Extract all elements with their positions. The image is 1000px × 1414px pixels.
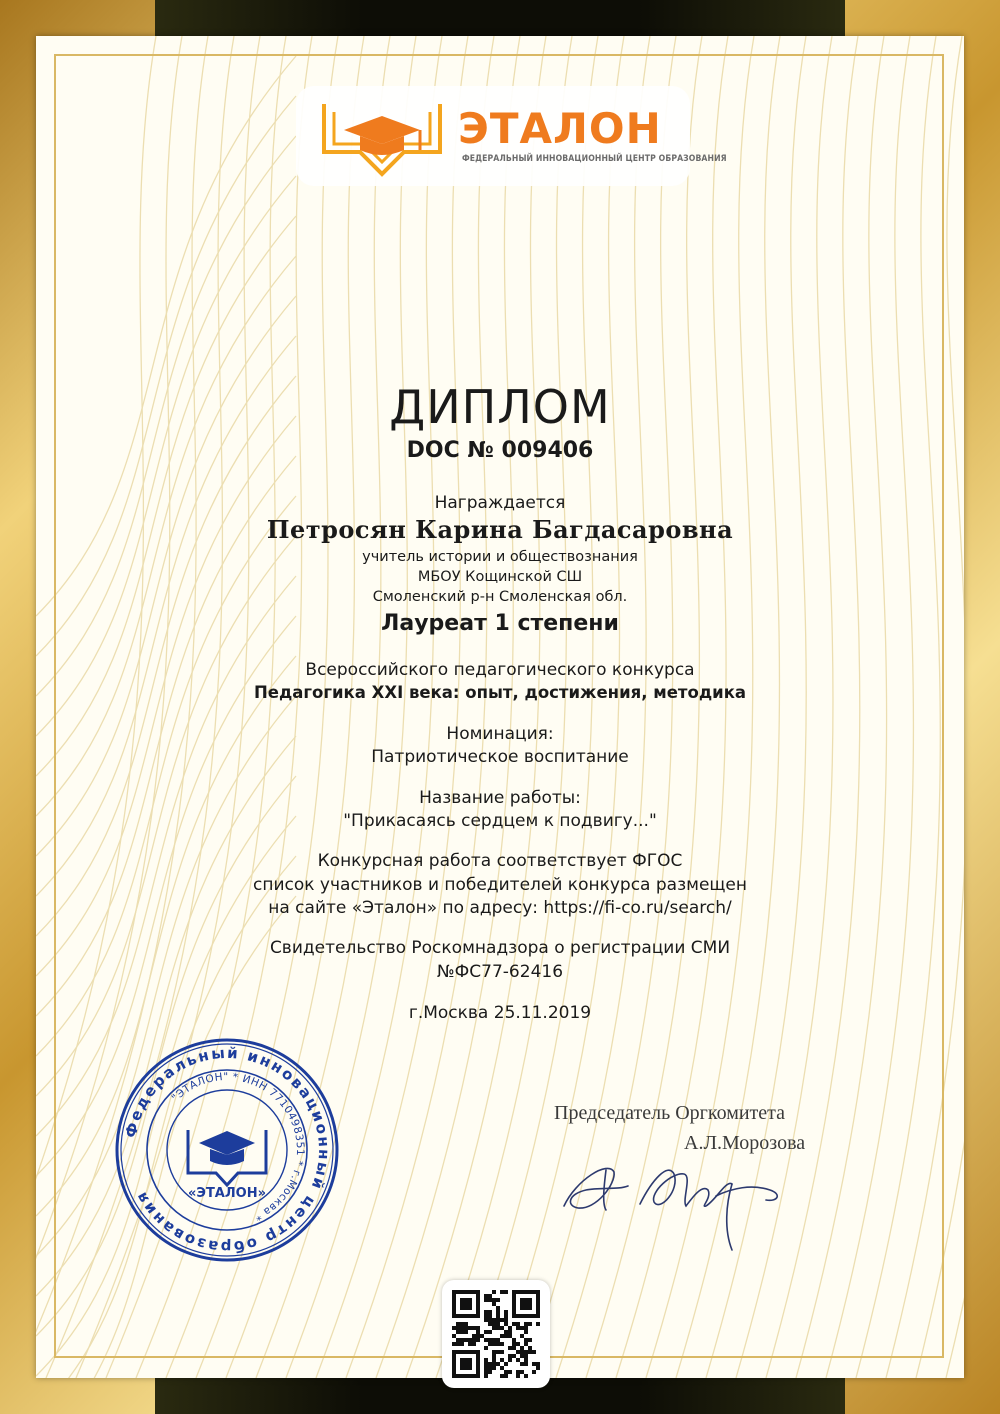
recipient-position: учитель истории и обществознания	[362, 549, 638, 565]
fgos-line-3: на сайте «Эталон» по адресу: https://fi-co.ru/search/	[268, 898, 732, 918]
recipient-school: МБОУ Кощинской СШ	[417, 569, 583, 585]
work-label: Название работы:	[419, 788, 581, 808]
qr-code-icon	[452, 1290, 540, 1378]
doc-number: DOC № 009406	[406, 438, 594, 463]
graduation-cap-book-icon	[320, 94, 450, 184]
smi-line-2: №ФС77-62416	[436, 962, 564, 982]
smi-line-1: Свидетельство Роскомнадзора о регистрации СМИ	[269, 938, 731, 958]
nomination-label: Номинация:	[446, 724, 554, 744]
svg-text:Федеральный инновационный цент: Федеральный инновационный центр образования	[121, 1043, 334, 1257]
contest-type: Всероссийского педагогического конкурса	[305, 660, 695, 680]
organization-seal	[112, 1035, 342, 1265]
contest-name: Педагогика XXI века: опыт, достижения, методика	[253, 683, 747, 702]
fgos-line-1: Конкурсная работа соответствует ФГОС	[317, 851, 683, 871]
signatory-title: Председатель Оргкомитета	[554, 1102, 786, 1124]
handwritten-signature	[556, 1150, 796, 1260]
svg-text:"ЭТАЛОН" * ИНН 7710498351 * г.: "ЭТАЛОН" * ИНН 7710498351 * г.Москва *	[169, 1070, 307, 1223]
fgos-line-2: список участников и победителей конкурса размещен	[253, 875, 747, 895]
place-date: г.Москва 25.11.2019	[408, 1003, 592, 1023]
diploma-title: ДИПЛОМ	[389, 380, 611, 434]
recipient-region: Смоленский р-н Смоленская обл.	[372, 589, 628, 605]
award-degree: Лауреат 1 степени	[381, 611, 619, 636]
awarded-label: Награждается	[434, 493, 566, 513]
svg-text:«ЭТАЛОН»: «ЭТАЛОН»	[188, 1186, 266, 1201]
logo-name: ЭТАЛОН	[458, 104, 662, 153]
logo-subtitle: ФЕДЕРАЛЬНЫЙ ИННОВАЦИОННЫЙ ЦЕНТР ОБРАЗОВАНИЯ	[462, 154, 727, 164]
diploma-text	[150, 380, 850, 434]
qr-code[interactable]	[442, 1280, 550, 1388]
nomination: Патриотическое воспитание	[371, 747, 629, 767]
work-title: "Прикасаясь сердцем к подвигу..."	[343, 811, 657, 831]
recipient-name: Петросян Карина Багдасаровна	[266, 515, 734, 544]
signatory-name: А.Л.Морозова	[684, 1132, 806, 1154]
